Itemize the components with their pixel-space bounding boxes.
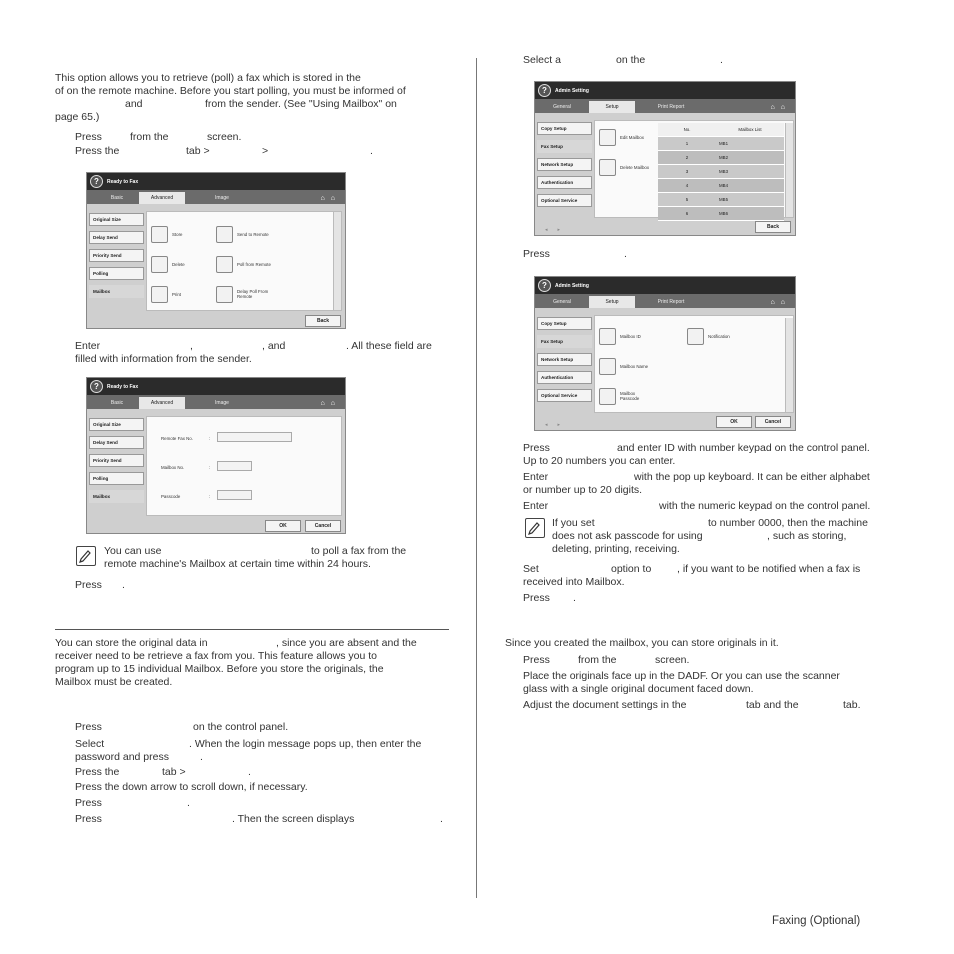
mailbox-no-field[interactable] [217,461,252,471]
step1-from: from the [130,131,169,143]
row-name: MB4 [716,179,784,193]
mailbox-list-screen [534,81,796,236]
tab-basic[interactable]: Basic [110,195,124,201]
home-icon[interactable]: ⌂⌂ [320,400,341,407]
mailbox-table [658,123,784,221]
intro-line-4: page 65.) [55,111,100,123]
row-name: MB2 [716,151,784,165]
q3-c: tab. [843,699,861,711]
q3-a: Adjust the document settings in the [523,699,687,711]
s3-press-the: Press the [75,766,120,778]
row-name: MB1 [716,137,784,151]
scrollbar[interactable] [785,123,793,217]
s6-press: Press [75,813,102,825]
set-d: received into Mailbox. [523,576,625,588]
table-row[interactable] [658,151,784,165]
mailbox-id-checkbox[interactable] [599,328,616,345]
side-optional-service[interactable]: Optional Service [537,194,592,207]
scrollbar[interactable] [333,212,341,310]
q1-from: from the [578,654,617,666]
mailbox-name-checkbox[interactable] [599,358,616,375]
side-network-setup[interactable]: Network Setup [537,353,592,366]
s2-rest: . When the login message pops up, then enter the [189,738,422,750]
p2-enter: Enter [523,471,549,483]
side-original-size[interactable]: Original Size [89,213,144,226]
delete-mailbox-checkbox[interactable] [599,159,616,176]
delete-checkbox[interactable] [151,256,168,273]
note1-c: remote machine's Mailbox at certain time within 24 hours. [104,558,371,570]
col-mailbox-list: Mailbox List [716,123,784,137]
s3-dot: . [248,766,251,778]
mailbox-name-label: Mailbox Name [620,364,649,369]
enter-tail-2: filled with information from the sender. [75,353,252,365]
p2-rest: with the pop up keyboard. It can be either alphabet [634,471,870,483]
side-polling[interactable]: Polling [89,472,144,485]
home-icon[interactable]: ⌂⌂ [770,299,791,306]
scrollbar[interactable] [785,318,793,412]
step2-dot: . [370,145,373,157]
tab-print-report[interactable]: Print Report [657,299,685,305]
intro-and: and [125,98,143,110]
send-to-remote-checkbox[interactable] [216,226,233,243]
note2-b: to number 0000, then the machine [708,517,868,529]
side-priority-send[interactable]: Priority Send [89,454,144,467]
ok-button[interactable]: OK [265,520,301,532]
step2-tab: tab > [186,145,210,157]
col-no: No. [658,123,716,137]
select-on: on the [616,54,646,66]
p3-rest: with the numeric keypad on the control panel. [659,500,871,512]
row-no: 3 [658,165,716,179]
row-name: MB3 [716,165,784,179]
screen-title: Ready to Fax [107,384,139,390]
section-p3: program up to 15 individual Mailbox. Before you store the originals, the [55,663,384,675]
q2-a: Place the originals face up in the DADF. Or you can use the scanner [523,670,840,682]
print-checkbox[interactable] [151,286,168,303]
tab-basic[interactable]: Basic [110,400,124,406]
step2-press-the: Press the [75,145,120,157]
step1-screen: screen. [207,131,242,143]
notification-checkbox[interactable] [687,328,704,345]
mailbox-passcode-checkbox[interactable] [599,388,616,405]
table-row[interactable] [658,207,784,221]
edit-mailbox-checkbox[interactable] [599,129,616,146]
section-p1: You can store the original data in [55,637,208,649]
delay-poll-checkbox[interactable] [216,286,233,303]
press-final: Press [75,579,102,591]
scroll-arrows-icon[interactable]: ◂▸ [545,422,571,428]
side-authentication[interactable]: Authentication [537,371,592,384]
store-label: Store [172,232,183,237]
polling-screen: ? Ready to Fax Basic Advanced Image ⌂⌂ Original Size Delay Send Priority Send Polling Mailbox Remote Fax No. : Mailbox No. : Passcode : OK Cancel [86,377,346,534]
enter-comma: , [190,340,193,352]
row-no: 6 [658,207,716,221]
tab-print-report[interactable]: Print Report [657,104,685,110]
tab-general[interactable]: General [553,299,571,305]
back-button[interactable]: Back [755,221,791,233]
screen-title: Ready to Fax [107,179,139,185]
side-fax-setup[interactable]: Fax Setup [537,140,592,153]
side-priority-send[interactable]: Priority Send [89,249,144,262]
s3-tab: tab > [162,766,186,778]
q1-screen: screen. [655,654,690,666]
scroll-arrows-icon[interactable]: ◂▸ [545,227,571,233]
s1-rest: on the control panel. [193,721,289,733]
side-optional-service[interactable]: Optional Service [537,389,592,402]
side-fax-setup[interactable]: Fax Setup [537,335,592,348]
mailbox-id-label: Mailbox ID [620,334,641,339]
delete-label: Delete [172,262,185,267]
step1-press: Press [75,131,102,143]
select-dot: . [720,54,723,66]
intro-line-1: This option allows you to retrieve (poll) a fax which is stored in the [55,72,361,84]
enter-tail: . All these field are [346,340,432,352]
side-network-setup[interactable]: Network Setup [537,158,592,171]
s1-press: Press [75,721,102,733]
row-no: 1 [658,137,716,151]
p2-cont: or number up to 20 digits. [523,484,643,496]
edit-mailbox-label: Edit Mailbox [620,135,644,140]
since-text: Since you created the mailbox, you can store originals in it. [505,637,779,649]
column-divider [476,58,477,898]
passcode-label: Passcode [161,494,181,499]
tab-advanced[interactable]: Advanced [139,397,185,409]
p1-cont: Up to 20 numbers you can enter. [523,455,676,467]
q2-b: glass with a single original document faced down. [523,683,754,695]
ok-button[interactable]: OK [716,416,752,428]
section-p1b: , since you are absent and the [276,637,417,649]
fax-mailbox-screen [86,172,346,329]
delete-mailbox-label: Delete Mailbox [620,165,650,170]
intro-line-2: of on the remote machine. Before you start polling, you must be informed of [55,85,406,97]
home-icon[interactable]: ⌂⌂ [320,195,341,202]
q3-b: tab and the [746,699,799,711]
tab-setup[interactable]: Setup [589,101,635,113]
row-no: 5 [658,193,716,207]
s2-dot: . [200,751,203,763]
step2-gt: > [262,145,269,157]
tab-general[interactable]: General [553,104,571,110]
p3-enter: Enter [523,500,549,512]
poll-from-remote-label: Poll from Remote [237,262,271,267]
set-a: Set [523,563,539,575]
mailbox-passcode-label: Mailbox Passcode [620,391,640,401]
note2-c: does not ask passcode for using [552,530,703,542]
tab-image[interactable]: Image [215,400,229,406]
row-name: MB5 [716,193,784,207]
select-a: Select a [523,54,561,66]
intro-line-3: from the sender. (See "Using Mailbox" on [205,98,397,110]
s2-select: Select [75,738,105,750]
store-checkbox[interactable] [151,226,168,243]
home-icon[interactable]: ⌂⌂ [770,104,791,111]
section-p2: receiver need to be retrieve a fax from you. This feature allows you to [55,650,377,662]
passcode-field[interactable] [217,490,252,500]
p1-rest: and enter ID with number keypad on the control panel. [617,442,870,454]
note-icon [525,518,545,538]
note1-a: You can use [104,545,162,557]
poll-from-remote-checkbox[interactable] [216,256,233,273]
enter-word: Enter [75,340,101,352]
set-c: , if you want to be notified when a fax is [677,563,861,575]
note2-d: , such as storing, [767,530,847,542]
note2-e: deleting, printing, receiving. [552,543,680,555]
table-row[interactable] [658,179,784,193]
table-row[interactable] [658,165,784,179]
side-mailbox[interactable]: Mailbox [89,490,144,503]
table-row[interactable] [658,137,784,151]
press3-dot: . [573,592,576,604]
help-icon[interactable]: ? [90,380,103,393]
back-button[interactable]: Back [305,315,341,327]
side-copy-setup[interactable]: Copy Setup [537,317,592,330]
row-no: 2 [658,151,716,165]
note-icon [76,546,96,566]
s2-password: password and press [75,751,169,763]
side-delay-send[interactable]: Delay Send [89,436,144,449]
side-original-size[interactable]: Original Size [89,418,144,431]
remote-fax-no-label: Remote Fax No. [161,436,193,441]
s6-dot: . [440,813,443,825]
press-final-dot: . [122,579,125,591]
cancel-button[interactable]: Cancel [755,416,791,428]
section-p4: Mailbox must be created. [55,676,173,688]
tab-advanced[interactable]: Advanced [139,192,185,204]
help-icon[interactable]: ? [538,279,551,292]
delay-poll-label: Delay Poll From Remote [237,289,269,299]
side-authentication[interactable]: Authentication [537,176,592,189]
q1-press: Press [523,654,550,666]
mailbox-no-label: Mailbox No. [161,465,185,470]
row-name: MB6 [716,207,784,221]
side-delay-send[interactable]: Delay Send [89,231,144,244]
row-no: 4 [658,179,716,193]
mailbox-setup-screen [534,276,796,431]
p1-press: Press [523,442,550,454]
send-to-remote-label: Send to Remote [237,232,269,237]
remote-fax-no-field[interactable] [217,432,292,442]
note2-a: If you set [552,517,595,529]
s5-press: Press [75,797,102,809]
enter-and: , and [262,340,286,352]
print-label: Print [172,292,182,297]
s5-dot: . [187,797,190,809]
help-icon[interactable]: ? [538,84,551,97]
cancel-button[interactable]: Cancel [305,520,341,532]
press2-dot: . [624,248,627,260]
screen-title: Admin Setting [555,88,589,94]
side-polling[interactable]: Polling [89,267,144,280]
tab-setup[interactable]: Setup [589,296,635,308]
tab-image[interactable]: Image [215,195,229,201]
side-mailbox[interactable]: Mailbox [89,285,144,298]
screen-title: Admin Setting [555,283,589,289]
press2: Press [523,248,550,260]
set-b: option to [611,563,652,575]
help-icon[interactable]: ? [90,175,103,188]
section-rule [55,629,449,630]
notification-label: Notification [708,334,730,339]
table-row[interactable] [658,193,784,207]
press3: Press [523,592,550,604]
note1-b: to poll a fax from the [311,545,407,557]
s6-rest: . Then the screen displays [232,813,355,825]
s4-text: Press the down arrow to scroll down, if necessary. [75,781,308,793]
page-footer: Faxing (Optional) [772,915,861,927]
side-copy-setup[interactable]: Copy Setup [537,122,592,135]
